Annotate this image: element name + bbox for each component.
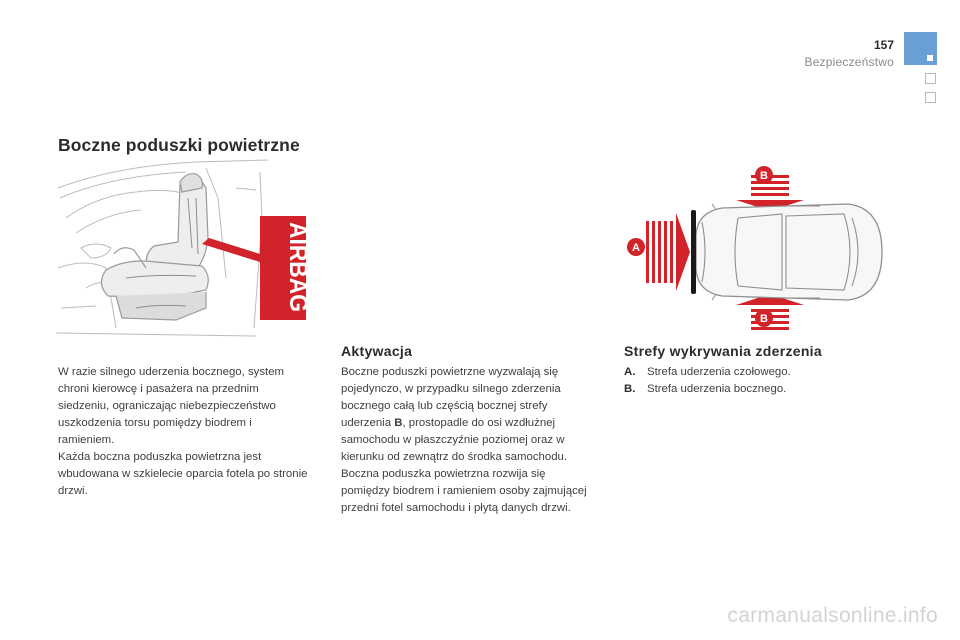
activation-column [341, 364, 596, 517]
chapter-tab-active[interactable] [904, 32, 937, 65]
intro-paragraph-2: Każda boczna poduszka powietrzna jest wbudowana w szkielecie oparcia fotela po stronie drzwi. [58, 451, 308, 497]
activation-text-before: Boczne poduszki powietrzne wyzwalają się pojedynczo, w przypadku silnego zderzenia bocznego całą lub częścią bocznej strefy uderzenia [341, 366, 561, 429]
zone-text: Strefa uderzenia czołowego. [647, 366, 791, 378]
tab-marker-icon [927, 55, 933, 61]
airbag-label: AIRBAG [284, 222, 312, 321]
zone-a-label: A [632, 242, 640, 254]
watermark: carmanualsonline.info [727, 604, 938, 627]
zone-item [624, 364, 884, 381]
zone-letter: A. [624, 366, 636, 378]
zone-item [624, 381, 884, 398]
activation-paragraph-2: Boczna poduszka powietrzna rozwija się pomiędzy biodrem i ramieniem osoby zajmującej przedni fotel samochodu i płytą danych drzwi. [341, 468, 587, 514]
impact-zones-diagram [620, 158, 886, 338]
zone-b-top-label: B [760, 170, 768, 182]
intro-column [58, 364, 308, 500]
seat-airbag-illustration [56, 158, 312, 338]
zone-text: Strefa uderzenia bocznego. [647, 383, 787, 395]
zone-letter: B. [624, 383, 636, 395]
page-title: Boczne poduszki powietrzne [58, 135, 300, 155]
zones-heading: Strefy wykrywania zderzenia [624, 343, 822, 359]
activation-paragraph-1 [341, 364, 596, 466]
activation-text-after: , prostopadle do osi wzdłużnej samochodu w płaszczyźnie poziomej oraz w kierunku od zewnątrz do środka samochodu. [341, 417, 568, 463]
chapter-tab[interactable] [925, 73, 936, 84]
zone-b-bottom-label: B [760, 313, 768, 325]
page-number: 157 [873, 38, 894, 52]
intro-paragraph-1: W razie silnego uderzenia bocznego, system chroni kierowcę i pasażera na przednim siedzeniu, ograniczając niebezpieczeństwo uszkodzenia torsu pomiędzy biodrem i ramieniem. [58, 366, 285, 446]
activation-heading: Aktywacja [341, 343, 413, 359]
section-name: Bezpieczeństwo [804, 55, 894, 69]
zones-column [624, 364, 884, 398]
activation-zone-ref: B [394, 417, 403, 429]
chapter-tab[interactable] [925, 92, 936, 103]
